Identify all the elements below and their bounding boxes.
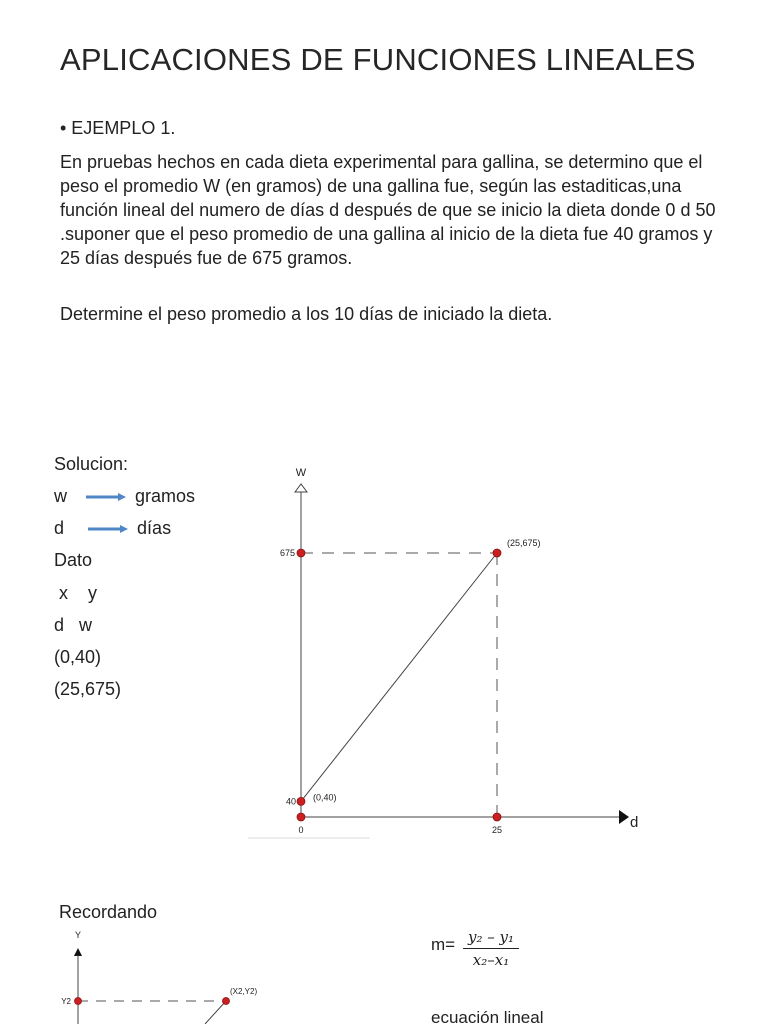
small-point-x2y2 [223,998,230,1005]
example-bullet: • EJEMPLO 1. [60,118,176,138]
point-1: (0,40) [54,647,102,667]
page-title: APLICACIONES DE FUNCIONES LINEALES [60,42,696,77]
annotation-point-2: (25,675) [507,538,541,548]
recordando-heading: Recordando [59,902,158,922]
x-tick-label-25: 25 [491,825,503,835]
point-2: (25,675) [54,679,122,699]
problem-paragraph: En pruebas hechos en cada dieta experimental para gallina, se determino que el peso el promedio W (en gramos) de una gallina fue, según las estaditicas,una función lineal del numero de días d después de que se inicio la dieta donde 0 d 50 .suponer que el peso promedio de una gallina al inicio de la dieta fue 40 gramos y 25 días después fue de 675 gramos. [60,152,716,268]
d-meaning: días [137,518,172,538]
problem-question: Determine el peso promedio a los 10 días de iniciado la dieta. [60,304,553,324]
small-point-label: (X2,Y2) [230,987,258,996]
slope-label: m= [431,935,456,954]
d-variable: d [54,518,65,538]
small-y-axis-label: Y [74,930,82,940]
x-axis-label: d [630,814,639,831]
small-point-y2 [75,998,82,1005]
annotation-point-1: (0,40) [313,792,337,803]
small-series-line [205,1001,226,1024]
y-tick-label-675: 675 [279,548,295,558]
w-variable: w [54,486,67,506]
y-axis-label: W [295,467,307,479]
w-meaning: gramos [135,486,196,506]
linear-equation-heading: ecuación lineal [431,1008,544,1027]
dw-header: d w [54,615,93,635]
slope-fraction [463,928,519,969]
solution-heading: Solucion: [54,454,129,474]
small-y-axis-arrow-icon [74,948,82,956]
slope-denominator: x₂–x₁ [472,951,510,969]
slope-numerator: y₂ – y₁ [463,928,519,949]
small-y-tick-label: Y2 [61,997,71,1006]
dato-label: Dato [54,550,93,570]
y-tick-label-40: 40 [285,796,296,807]
xy-header: x y [54,583,98,603]
x-tick-label-0: 0 [298,825,304,835]
